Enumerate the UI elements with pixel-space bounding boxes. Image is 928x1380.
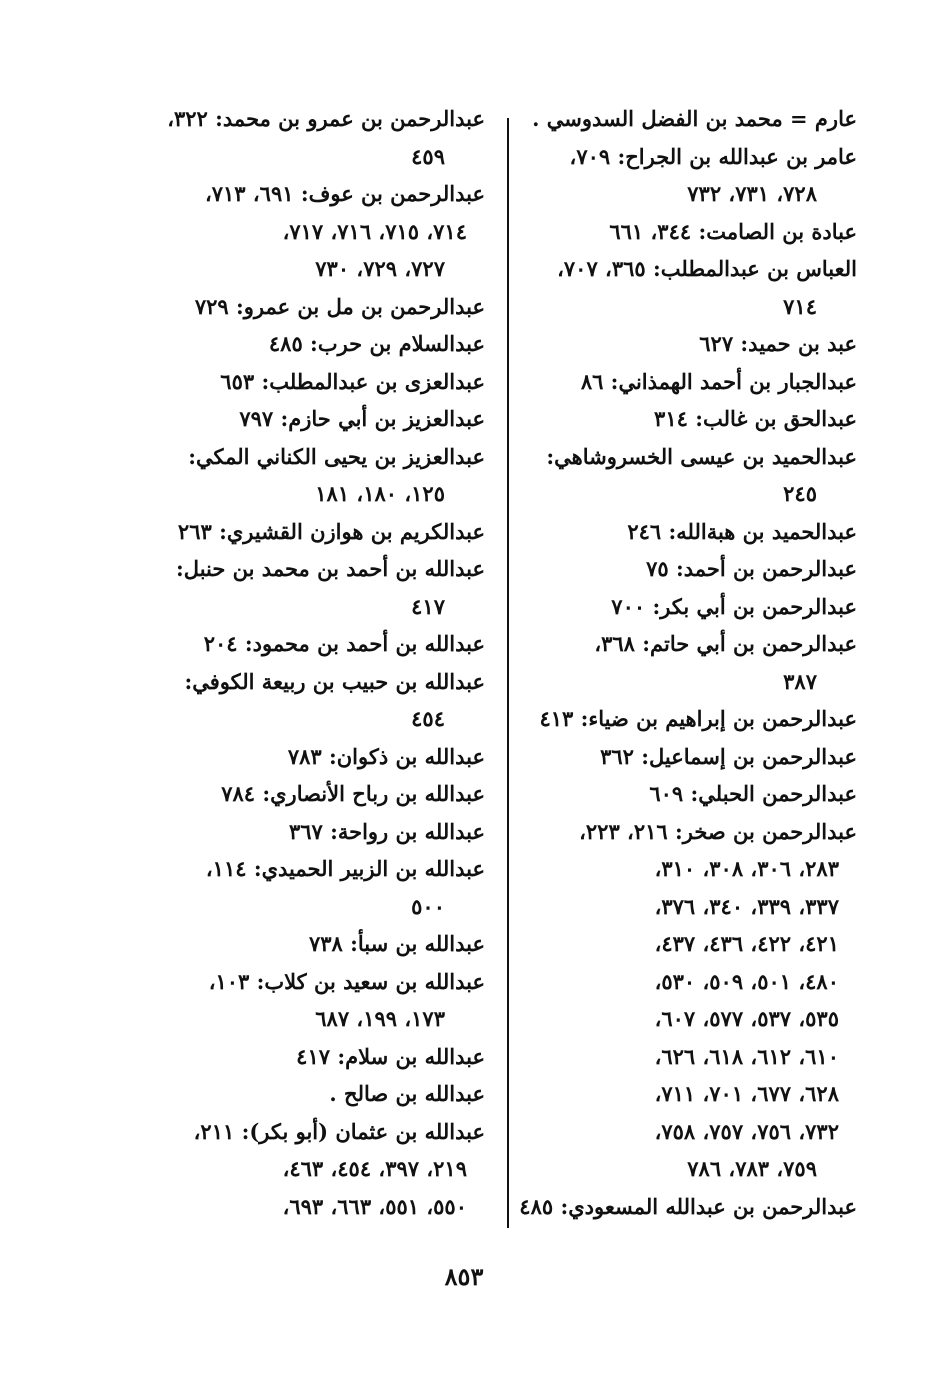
index-entry-continuation: ٧١٤ (783, 293, 817, 319)
index-entry: عبدالله بن الزبير الحميدي: ١١٤، (205, 856, 485, 881)
index-entry: عبدالرحمن بن عوف: ٦٩١، ٧١٣، (204, 181, 485, 206)
index-entry-continuation: ٧١٤، ٧١٥، ٧١٦، ٧١٧، (282, 218, 467, 244)
index-entry-continuation: ٥٣٥، ٥٣٧، ٥٧٧، ٦٠٧، (654, 1006, 839, 1031)
index-entry: العباس بن عبدالمطلب: ٣٦٥، ٧٠٧، (557, 256, 857, 281)
index-entry-continuation: ٧٥٩، ٧٨٣، ٧٨٦ (687, 1156, 817, 1181)
index-entry-continuation: ٦١٠، ٦١٢، ٦١٨، ٦٢٦، (654, 1043, 839, 1069)
index-entry: عبدالله بن سعيد بن كلاب: ١٠٣، (208, 968, 485, 994)
index-entry: عبدالرحمن بن أحمد: ٧٥ (646, 556, 857, 581)
index-entry: عبدالله بن سبأ: ٧٣٨ (308, 931, 485, 956)
index-entry-continuation: ٣٣٧، ٣٣٩، ٣٤٠، ٣٧٦، (654, 893, 839, 919)
index-entry: عبدالله بن سلام: ٤١٧ (296, 1043, 485, 1069)
index-entry: عبد بن حميد: ٦٢٧ (699, 331, 857, 356)
column-divider (507, 118, 509, 1228)
index-entry-continuation: ٢٨٣، ٣٠٦، ٣٠٨، ٣١٠، (654, 856, 839, 881)
index-entry: عارم = محمد بن الفضل السدوسي . (532, 106, 857, 131)
index-entry-continuation: ٢١٩، ٣٩٧، ٤٥٤، ٤٦٣، (282, 1156, 467, 1181)
index-entry: عبدالعزيز بن أبي حازم: ٧٩٧ (239, 406, 485, 431)
index-entry: عبدالرحمن بن أبي بكر: ٧٠٠ (611, 593, 857, 619)
index-entry: عبدالعزى بن عبدالمطلب: ٦٥٣ (220, 368, 485, 394)
index-entry: عبدالرحمن بن عمرو بن محمد: ٣٢٢، (167, 106, 485, 131)
index-entry-continuation: ٥٠٠ (411, 893, 445, 919)
index-entry-continuation: ٤٨٠، ٥٠١، ٥٠٩، ٥٣٠، (654, 968, 839, 994)
index-entry: عبدالله بن رواحة: ٣٦٧ (288, 818, 485, 844)
index-entry-continuation: ٢٤٥ (783, 481, 817, 506)
index-entry-continuation: ١٢٥، ١٨٠، ١٨١ (315, 481, 445, 506)
index-entry: عبدالله بن عثمان (أبو بكر): ٢١١، (193, 1118, 485, 1144)
index-entry: عبدالله بن أحمد بن محمد بن حنبل: (176, 556, 485, 581)
index-entry-continuation: ٤٢١، ٤٢٢، ٤٣٦، ٤٣٧، (654, 931, 839, 956)
index-entry: عبدالله بن أحمد بن محمود: ٢٠٤ (203, 631, 485, 656)
index-entry: عبدالرحمن الحبلي: ٦٠٩ (649, 781, 857, 806)
index-entry-continuation: ٥٥٠، ٥٥١، ٦٦٣، ٦٩٣، (282, 1193, 467, 1219)
index-entry-continuation: ٦٢٨، ٦٧٧، ٧٠١، ٧١١، (654, 1081, 839, 1106)
index-entry: عبدالحميد بن هبةالله: ٢٤٦ (627, 518, 857, 544)
index-entry: عبدالعزيز بن يحيى الكناني المكي: (188, 443, 485, 469)
index-entry-continuation: ٤٥٤ (411, 706, 445, 731)
index-entry: عبدالكريم بن هوازن القشيري: ٢٦٣ (177, 518, 485, 544)
index-entry: عبدالرحمن بن عبدالله المسعودي: ٤٨٥ (519, 1193, 857, 1219)
index-entry-continuation: ١٧٣، ١٩٩، ٦٨٧ (315, 1006, 445, 1031)
index-entry-continuation: ٧٣٢، ٧٥٦، ٧٥٧، ٧٥٨، (654, 1118, 839, 1144)
index-entry: عبدالرحمن بن أبي حاتم: ٣٦٨، (594, 631, 857, 656)
index-entry-continuation: ٧٢٨، ٧٣١، ٧٣٢ (687, 181, 817, 206)
index-entry: عبدالسلام بن حرب: ٤٨٥ (268, 331, 485, 356)
index-entry: عبدالله بن رباح الأنصاري: ٧٨٤ (221, 781, 485, 806)
index-entry: عبدالحق بن غالب: ٣١٤ (654, 406, 857, 431)
index-entry: عبدالرحمن بن إبراهيم بن ضياء: ٤١٣ (539, 706, 857, 731)
index-entry: عبدالجبار بن أحمد الهمذاني: ٨٦ (580, 368, 857, 394)
page-number: ٨٥٣ (444, 1262, 484, 1291)
index-entry-continuation: ٤٥٩ (411, 143, 445, 169)
index-entry: عبدالله بن صالح . (329, 1081, 485, 1106)
index-entry: عبدالله بن حبيب بن ربيعة الكوفي: (184, 668, 485, 694)
index-entry: عبدالله بن ذكوان: ٧٨٣ (287, 743, 485, 769)
index-column-left (140, 100, 485, 1225)
index-entry: عبادة بن الصامت: ٣٤٤، ٦٦١ (609, 218, 857, 244)
index-entry-continuation: ٣٨٧ (783, 668, 817, 694)
index-entry: عبدالرحمن بن إسماعيل: ٣٦٢ (600, 743, 857, 769)
index-entry-continuation: ٤١٧ (411, 593, 445, 619)
index-entry: عبدالرحمن بن مل بن عمرو: ٧٢٩ (194, 293, 485, 319)
index-column-right (512, 100, 857, 1225)
index-entry-continuation: ٧٢٧، ٧٢٩، ٧٣٠ (315, 256, 445, 281)
index-entry: عبدالحميد بن عيسى الخسروشاهي: (546, 443, 857, 469)
index-entry: عامر بن عبدالله بن الجراح: ٧٠٩، (569, 143, 857, 169)
index-entry: عبدالرحمن بن صخر: ٢١٦، ٢٢٣، (579, 818, 857, 844)
